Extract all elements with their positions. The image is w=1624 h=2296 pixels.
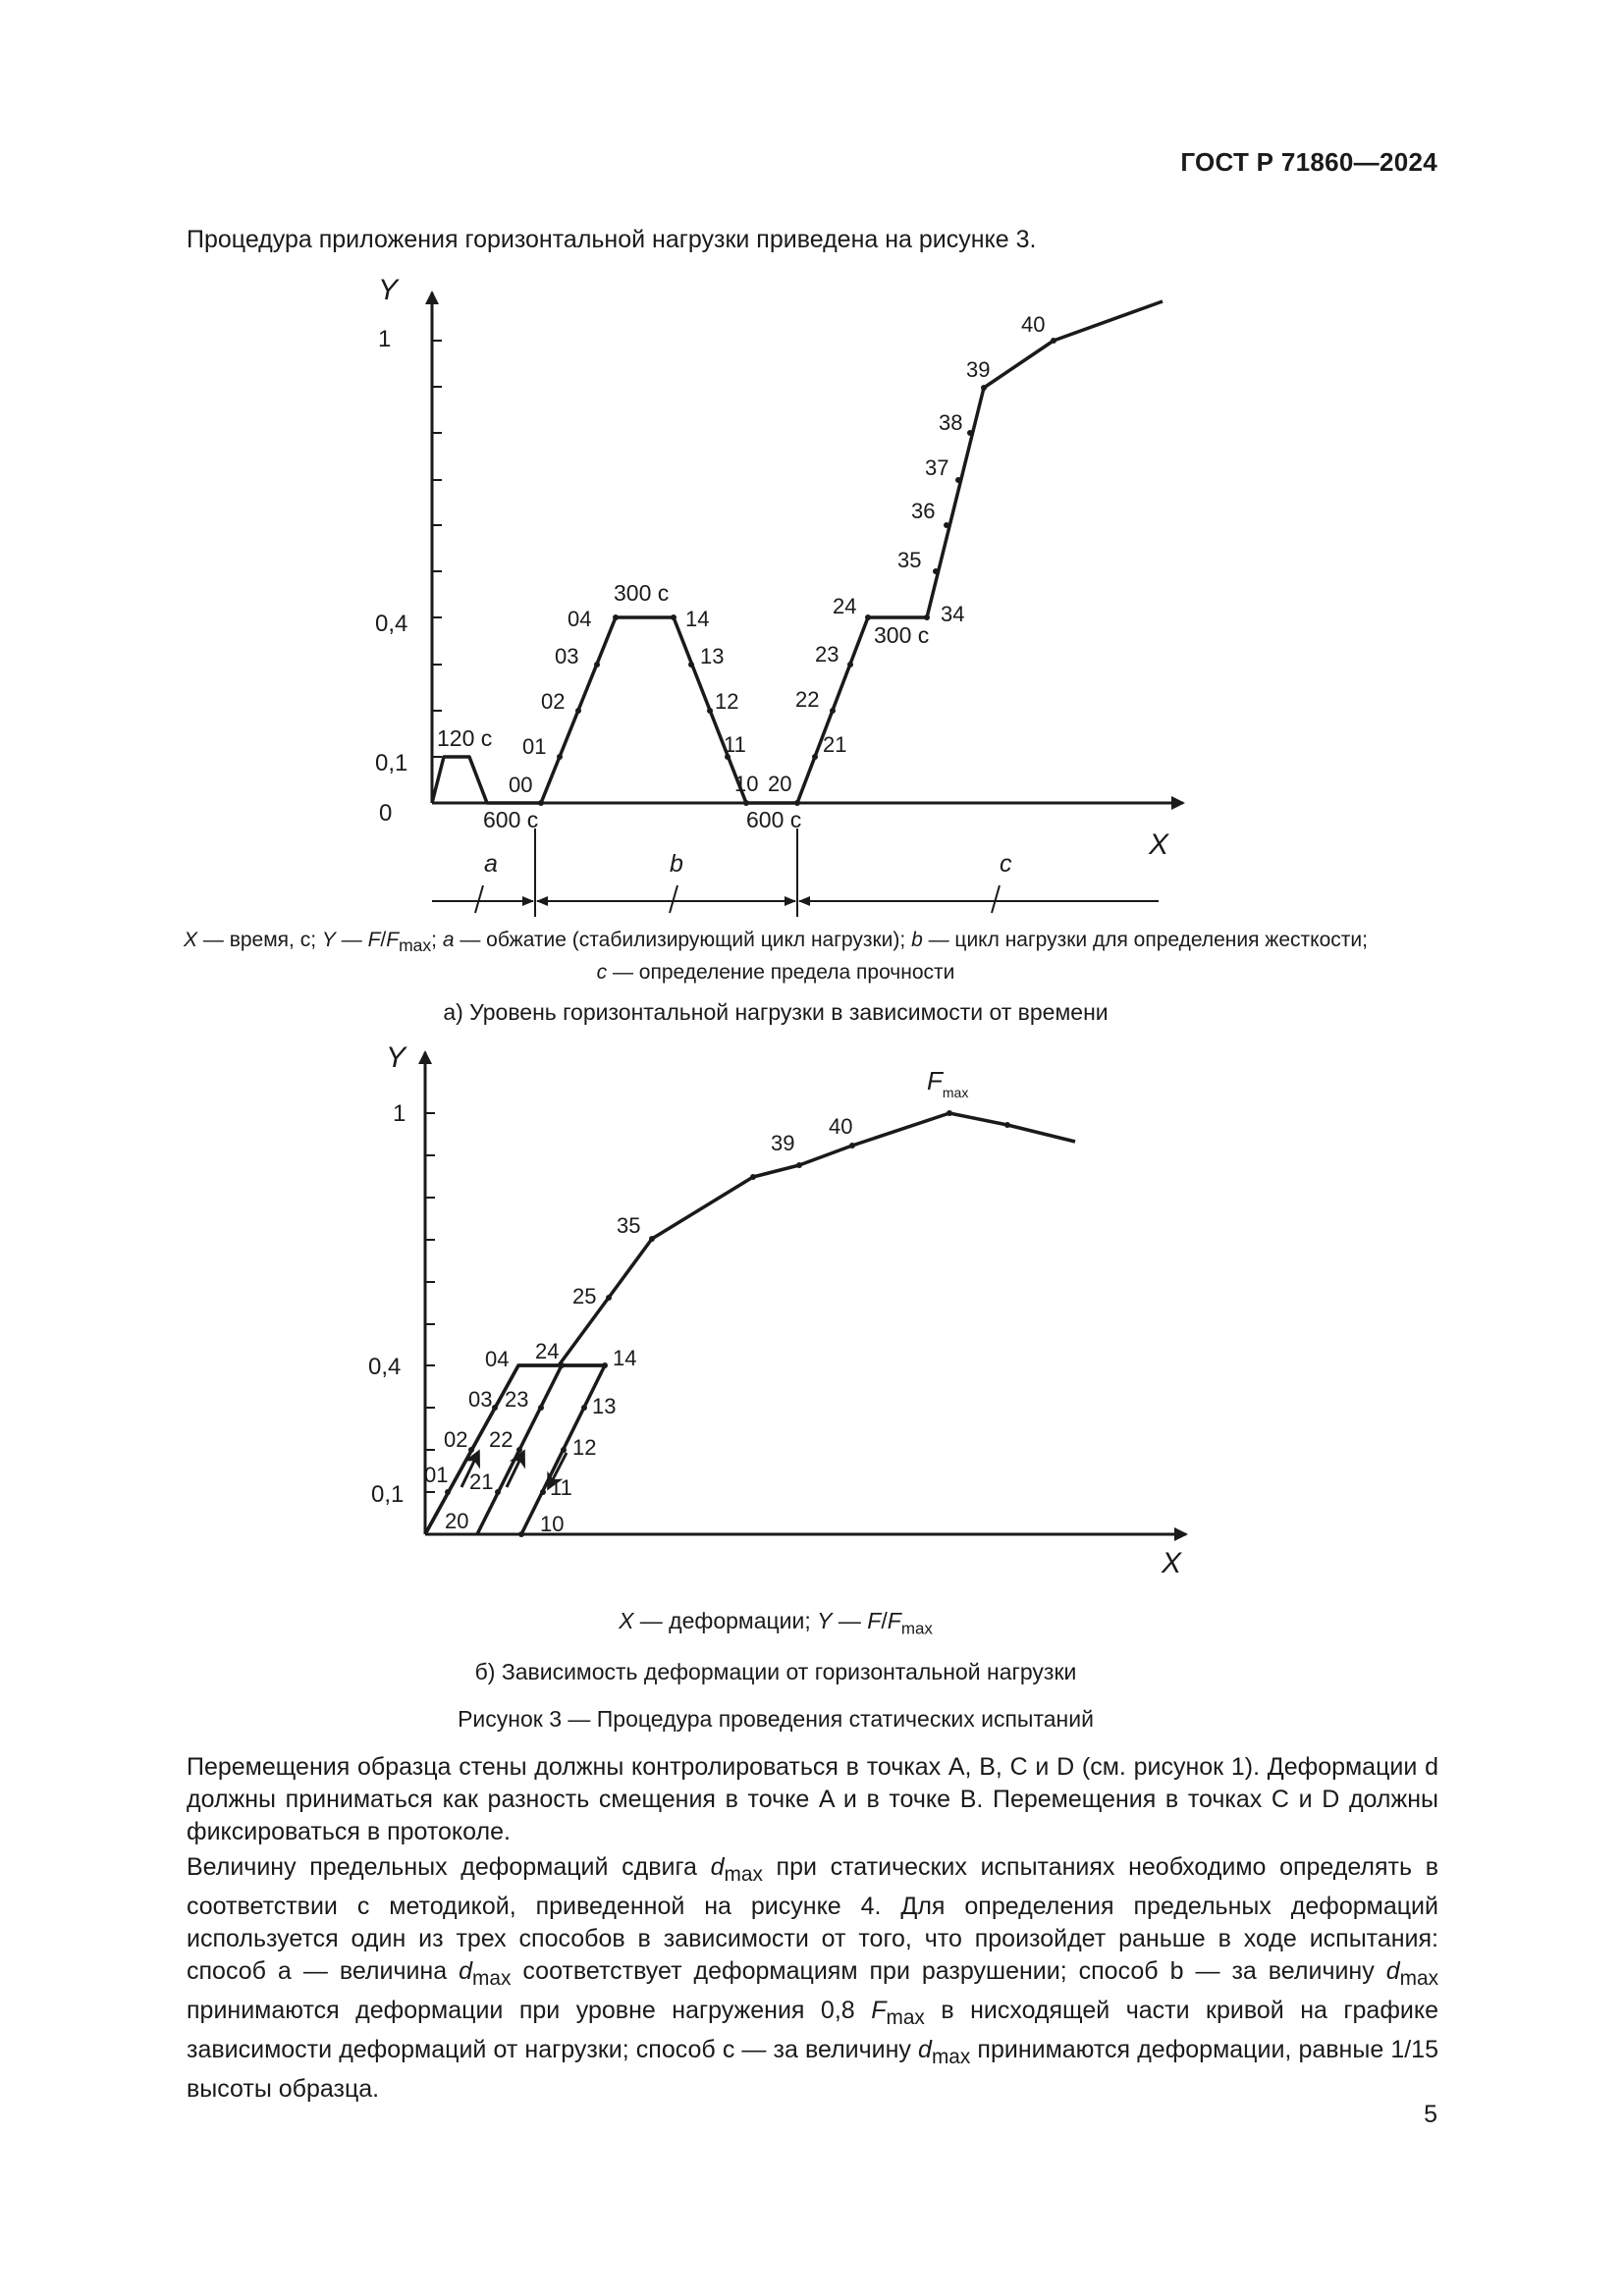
svg-text:35: 35 (617, 1213, 641, 1238)
paragraph-1: Перемещения образца стены должны контролироваться в точках A, B, C и D (см. рисунок 1). Деформации d должны приниматься как разность смещения в точке A и в точке B. Перемещения в точках C и D должны фиксироваться в протоколе. (187, 1753, 1438, 1845)
figure-caption: Рисунок 3 — Процедура проведения статических испытаний (458, 1706, 1094, 1732)
hold-label-1: 120 с (437, 725, 493, 751)
svg-text:36: 36 (911, 499, 936, 523)
svg-text:02: 02 (444, 1427, 468, 1452)
svg-text:03: 03 (555, 644, 579, 668)
svg-text:13: 13 (700, 644, 725, 668)
svg-text:12: 12 (572, 1435, 597, 1460)
y-tick-01: 0,1 (371, 1481, 405, 1508)
svg-text:02: 02 (541, 689, 566, 714)
svg-text:24: 24 (535, 1339, 560, 1363)
y-axis-label: Y (378, 274, 399, 306)
page-number: 5 (1424, 2101, 1437, 2128)
interval-label-2: 600 с (746, 807, 802, 832)
svg-text:03: 03 (468, 1387, 493, 1412)
figure-a-subcaption: а) Уровень горизонтальной нагрузки в зависимости от времени (443, 999, 1109, 1025)
svg-text:21: 21 (823, 732, 847, 757)
phase-label-a: a (484, 850, 498, 878)
svg-text:40: 40 (829, 1114, 853, 1139)
y-axis-label: Y (386, 1041, 406, 1074)
svg-text:04: 04 (568, 607, 592, 631)
svg-text:11: 11 (724, 732, 746, 757)
svg-text:22: 22 (795, 687, 820, 712)
phase-label-c: c (1000, 850, 1012, 878)
y-tick-1: 1 (378, 326, 392, 352)
svg-text:38: 38 (939, 410, 963, 435)
svg-text:23: 23 (815, 642, 839, 667)
svg-text:21: 21 (469, 1469, 494, 1494)
svg-text:39: 39 (771, 1131, 795, 1155)
interval-label-1: 600 с (483, 807, 539, 832)
svg-text:00: 00 (509, 773, 533, 797)
svg-text:22: 22 (489, 1427, 514, 1452)
hold-label-3: 300 с (874, 622, 930, 648)
svg-text:12: 12 (715, 689, 739, 714)
curve-points (445, 1110, 1010, 1537)
svg-text:39: 39 (966, 357, 991, 382)
svg-text:35: 35 (897, 548, 922, 572)
svg-text:34: 34 (941, 602, 965, 626)
envelope-curve (425, 1113, 1075, 1534)
svg-text:23: 23 (505, 1387, 529, 1412)
svg-text:10: 10 (734, 772, 759, 796)
svg-text:14: 14 (685, 607, 710, 631)
svg-text:20: 20 (768, 772, 792, 796)
svg-text:40: 40 (1021, 312, 1046, 337)
figure-a-legend: X — время, с; Y — $F/F_{max}$; a — обжатие (стабилизирующий цикл нагрузки); b — цикл нагрузки для определения жесткости; c — определение предела прочности (184, 929, 1368, 985)
svg-text:10: 10 (540, 1512, 565, 1536)
fmax-label: $F_{max}$ (927, 1066, 969, 1100)
point-labels (424, 1114, 852, 1536)
svg-text:13: 13 (592, 1394, 617, 1418)
figure-a (0, 265, 1624, 933)
svg-text:25: 25 (572, 1284, 597, 1308)
y-tick-04: 0,4 (375, 611, 408, 637)
y-tick-04: 0,4 (368, 1354, 402, 1380)
load-curve (432, 301, 1163, 803)
paragraph-2: Величину предельных деформаций сдвига $d_{max}$ при статических испытаниях необходимо определять в соответствии с методикой, приведенной на рисунке 4. Для определения предельных деформаций используется один из трех способов в зависимости от того, что произойдет раньше в ходе испытания: способ a — величина $d_{max}$ соответствует деформациям при разрушении; способ b — за величину $d_{max}$ принимаются деформации при уровне нагружения 0,8 $F_{max}$ в нисходящей части кривой на графике зависимости деформаций от нагрузки; способ c — за величину $d_{max}$ принимаются деформации, равные 1/15 высоты образца. (187, 1853, 1438, 2103)
hold-label-2: 300 с (614, 580, 670, 606)
x-axis-label: X (1149, 828, 1169, 861)
svg-text:11: 11 (550, 1475, 572, 1500)
svg-text:20: 20 (445, 1509, 469, 1533)
svg-text:04: 04 (485, 1347, 510, 1371)
phase-label-b: b (670, 850, 683, 878)
y-tick-0: 0 (379, 800, 393, 827)
intro-text: Процедура приложения горизонтальной нагрузки приведена на рисунке 3. (187, 226, 1037, 253)
figure-b (0, 1036, 1624, 1595)
figure-b-subcaption: б) Зависимость деформации от горизонтальной нагрузки (474, 1659, 1077, 1684)
svg-text:01: 01 (522, 734, 547, 759)
figure-b-legend: X — деформации; Y — $F/F_{max}$ (619, 1608, 933, 1638)
svg-text:14: 14 (613, 1346, 637, 1370)
y-tick-01: 0,1 (375, 750, 408, 776)
svg-text:37: 37 (925, 455, 949, 480)
svg-text:24: 24 (833, 594, 857, 618)
y-tick-1: 1 (393, 1100, 406, 1127)
document-id: ГОСТ Р 71860—2024 (1180, 147, 1437, 177)
x-axis-label: X (1162, 1547, 1182, 1579)
svg-text:01: 01 (424, 1463, 449, 1487)
point-labels (509, 312, 1045, 797)
leader-ticks (475, 885, 1000, 913)
